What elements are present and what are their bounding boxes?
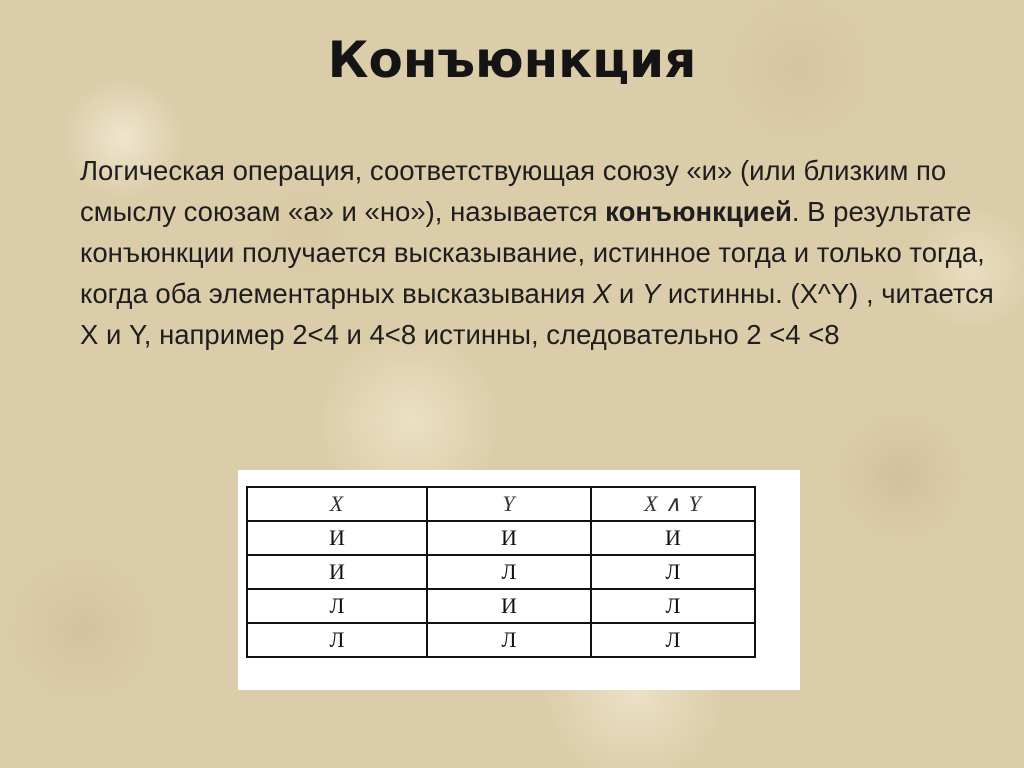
table-row xyxy=(248,590,754,624)
definition-text-part-3: и xyxy=(611,278,642,309)
table-cell: И xyxy=(428,522,592,554)
table-cell: Л xyxy=(665,593,681,618)
definition-text-part-2: . В результате конъюнкции получается высказывание, истинное тогда и только тогда, когда оба элементарных высказывания xyxy=(80,196,985,309)
truth-table-panel xyxy=(238,470,800,690)
truth-table-header-row xyxy=(248,488,754,522)
table-cell: И xyxy=(428,590,592,622)
table-cell: Л xyxy=(428,556,592,588)
variable-x: X xyxy=(592,278,612,309)
table-row xyxy=(248,522,754,556)
header-cell-x: X xyxy=(248,488,428,520)
table-row xyxy=(248,556,754,590)
header-cell-y: Y xyxy=(428,488,592,520)
table-cell: И xyxy=(665,525,681,550)
definition-text-part-1: Логическая операция, соответствующая союзу «и» (или близким по смыслу союзам «а» и «но»), называется xyxy=(80,155,947,227)
table-cell: Л xyxy=(248,624,428,656)
definition-text-part-4: истинны. (X^Y) , читается X и Y, например 2<4 и 4<8 истинны, следовательно 2 <4 <8 xyxy=(80,278,994,350)
table-row xyxy=(248,624,754,656)
definition-term: конъюнкцией xyxy=(605,196,792,227)
header-cell-x-and-y: X ∧ Y xyxy=(644,491,702,516)
variable-y: Y xyxy=(641,278,661,309)
truth-table xyxy=(246,486,756,658)
table-cell: И xyxy=(248,556,428,588)
definition-paragraph xyxy=(80,150,1000,355)
table-cell: Л xyxy=(248,590,428,622)
table-cell: Л xyxy=(428,624,592,656)
table-cell: И xyxy=(248,522,428,554)
table-cell: Л xyxy=(665,627,681,652)
table-cell: Л xyxy=(665,559,681,584)
slide-title: Конъюнкция xyxy=(327,31,697,89)
